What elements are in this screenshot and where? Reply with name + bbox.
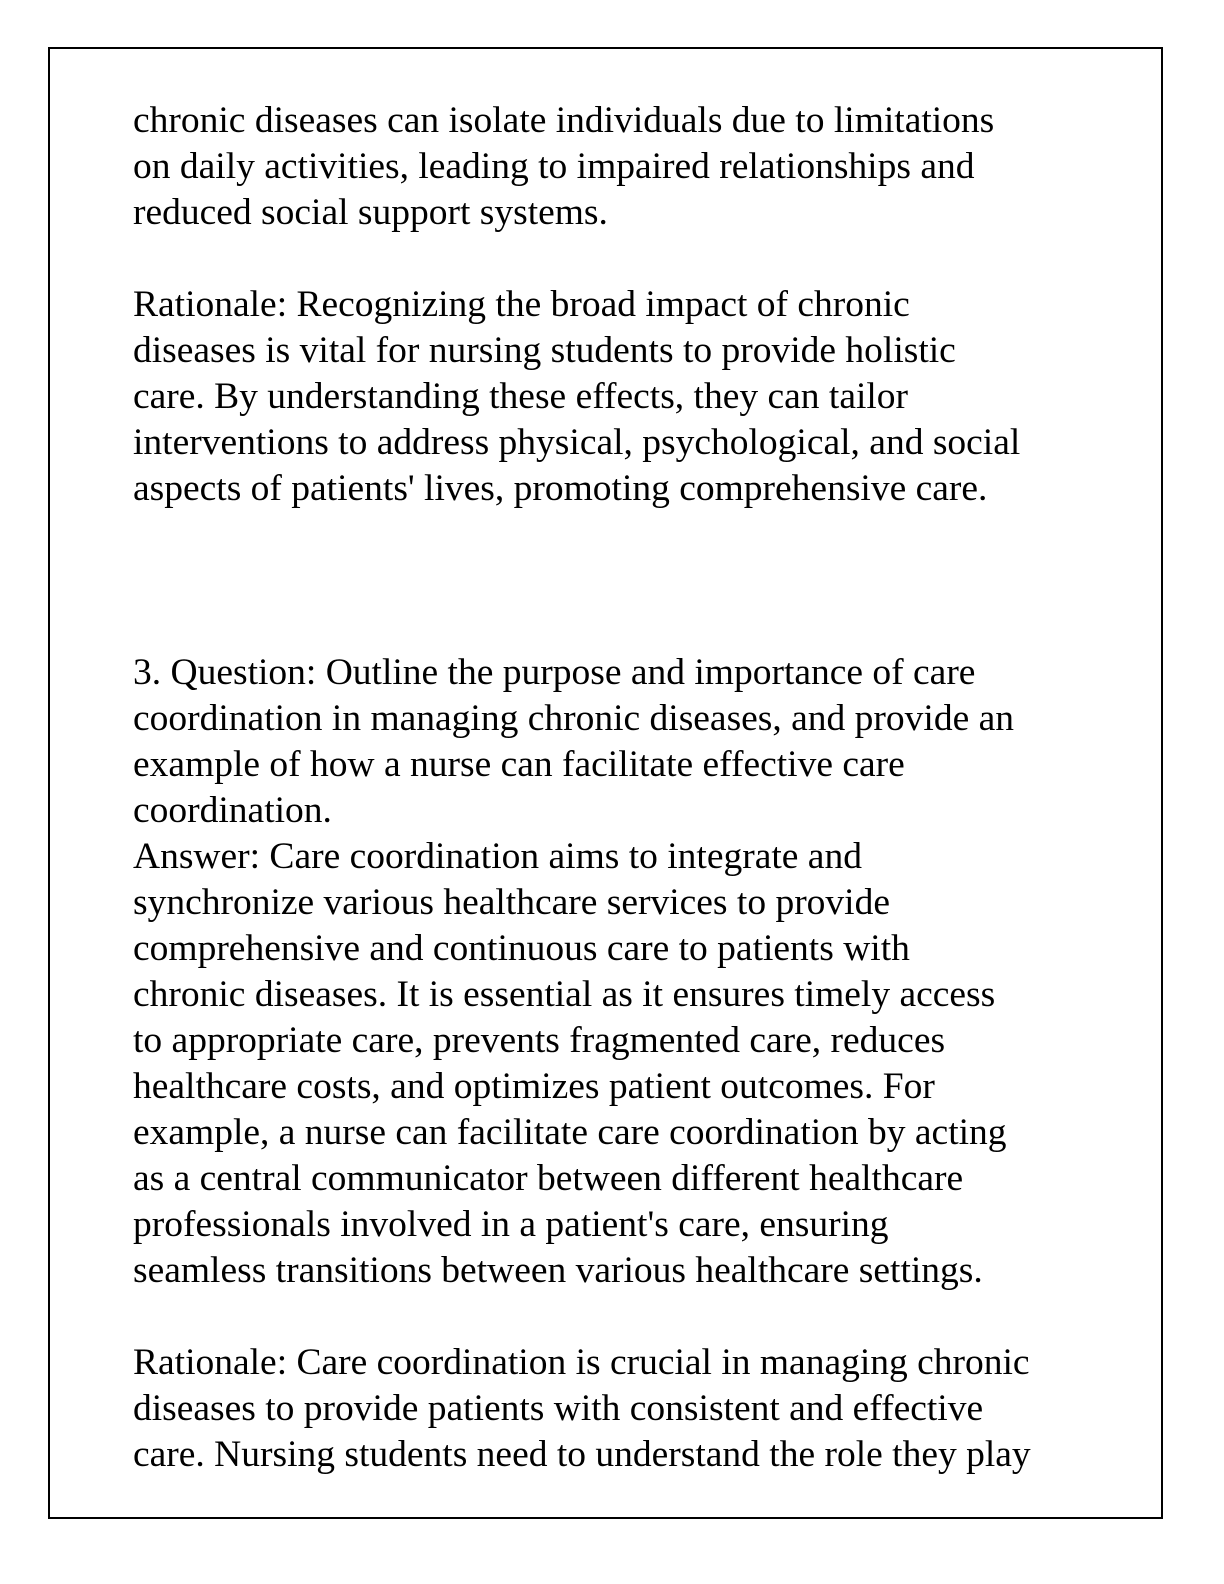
question-line: example of how a nurse can facilitate effective care [133,744,905,785]
question-line: coordination in managing chronic diseases, and provide an [133,698,1014,739]
answer-line: professionals involved in a patient's care, ensuring [133,1204,889,1245]
answer-line: chronic diseases. It is essential as it ensures timely access [133,974,996,1015]
text-line: Rationale: Recognizing the broad impact of chronic [133,284,910,325]
text-line: diseases is vital for nursing students to provide holistic [133,330,956,371]
answer-line: healthcare costs, and optimizes patient outcomes. For [133,1066,935,1107]
text-line: care. Nursing students need to understand the role they play [133,1434,1031,1475]
text-line: chronic diseases can isolate individuals due to limitations [133,100,995,141]
answer-line: as a central communicator between different healthcare [133,1158,964,1199]
answer-line: synchronize various healthcare services to provide [133,882,890,923]
paragraph-spacer [133,236,1123,282]
text-line: reduced social support systems. [133,192,608,233]
text-line: Rationale: Care coordination is crucial in managing chronic [133,1342,1030,1383]
answer-line: comprehensive and continuous care to patients with [133,928,910,969]
text-line: interventions to address physical, psychological, and social [133,422,1021,463]
text-line: care. By understanding these effects, they can tailor [133,376,909,417]
paragraph-social-isolation [133,98,1123,236]
paragraph-spacer [133,1294,1123,1340]
answer-line: seamless transitions between various healthcare settings. [133,1250,983,1291]
answer-line: Answer: Care coordination aims to integrate and [133,836,862,877]
document-body [133,98,1123,1478]
text-line: aspects of patients' lives, promoting comprehensive care. [133,468,988,509]
question-line: coordination. [133,790,332,831]
question-3-block [133,650,1123,1294]
section-spacer [133,512,1123,650]
text-line: on daily activities, leading to impaired relationships and [133,146,975,187]
text-line: diseases to provide patients with consistent and effective [133,1388,984,1429]
answer-line: to appropriate care, prevents fragmented care, reduces [133,1020,946,1061]
answer-line: example, a nurse can facilitate care coordination by acting [133,1112,1007,1153]
paragraph-rationale-3 [133,1340,1123,1478]
question-line: 3. Question: Outline the purpose and importance of care [133,652,976,693]
paragraph-rationale-2 [133,282,1123,512]
